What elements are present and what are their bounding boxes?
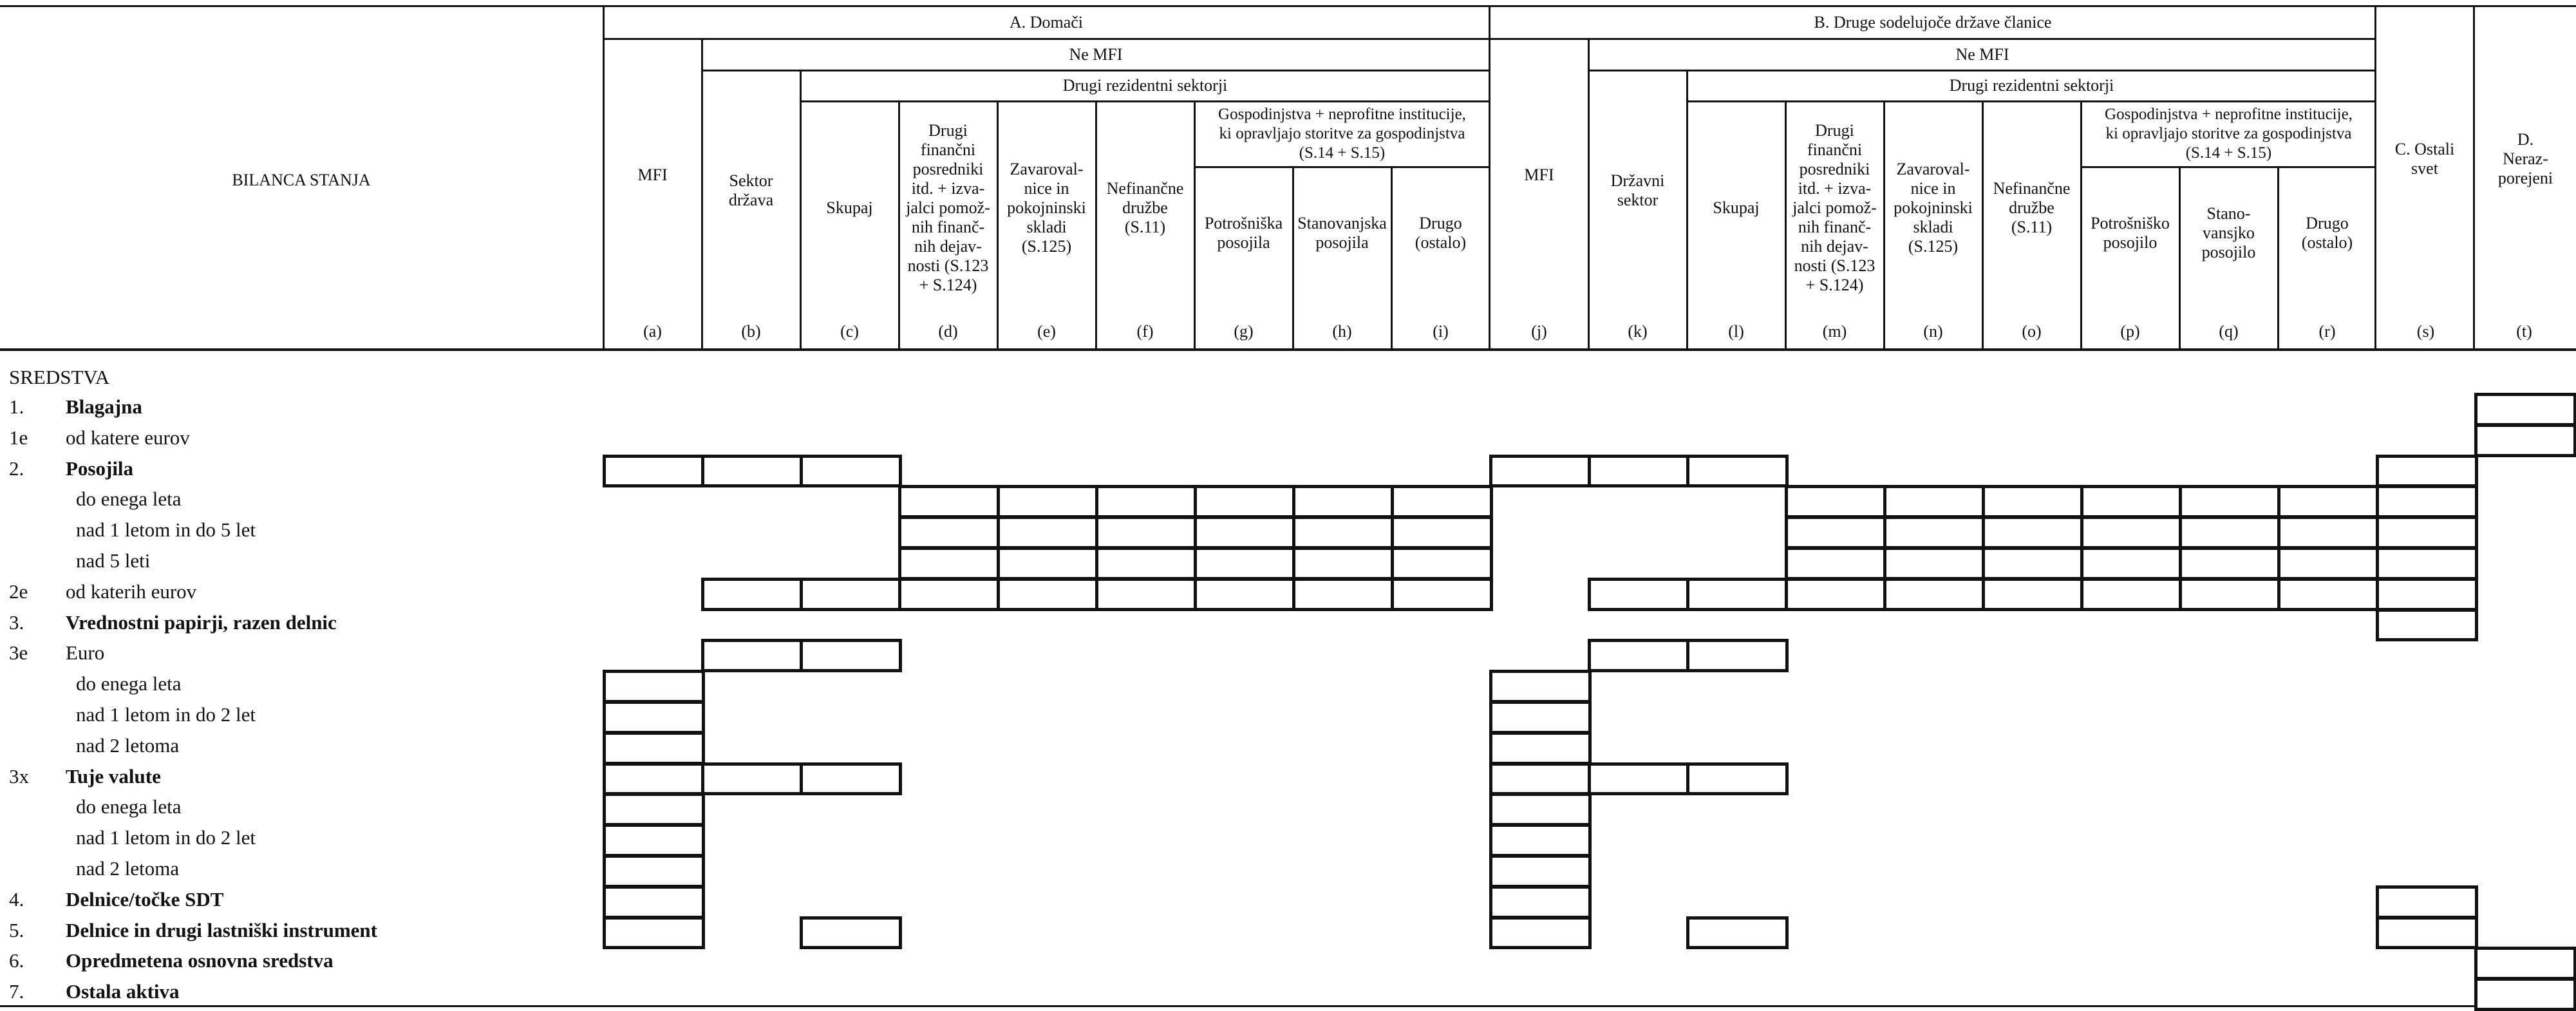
column-letter: (b) bbox=[741, 322, 761, 341]
row-number: 4. bbox=[9, 887, 24, 911]
entry-box[interactable] bbox=[1489, 916, 1592, 950]
entry-box[interactable] bbox=[997, 547, 1099, 580]
row-label: Blagajna bbox=[66, 395, 142, 418]
entry-box[interactable] bbox=[2179, 485, 2281, 518]
entry-box[interactable] bbox=[1292, 516, 1395, 549]
column-letter: (l) bbox=[1728, 322, 1744, 341]
entry-box[interactable] bbox=[898, 485, 1001, 518]
entry-box[interactable] bbox=[603, 885, 705, 919]
entry-box[interactable] bbox=[2277, 516, 2380, 549]
entry-box[interactable] bbox=[701, 578, 804, 611]
entry-box[interactable] bbox=[1391, 485, 1493, 518]
entry-box[interactable] bbox=[1982, 485, 2084, 518]
row-label: od katerih eurov bbox=[66, 580, 197, 603]
row-label: nad 1 letom in do 5 let bbox=[76, 518, 256, 542]
entry-box[interactable] bbox=[898, 547, 1001, 580]
row-label: Opredmetena osnovna sredstva bbox=[66, 949, 334, 972]
entry-box[interactable] bbox=[2277, 578, 2380, 611]
entry-box[interactable] bbox=[1489, 824, 1592, 857]
column-letter: (e) bbox=[1037, 322, 1056, 341]
entry-box[interactable] bbox=[2277, 485, 2380, 518]
rule-line bbox=[2081, 166, 2376, 168]
row-label: nad 2 letoma bbox=[76, 733, 180, 757]
rule-line bbox=[0, 5, 2576, 7]
entry-box[interactable] bbox=[603, 793, 705, 826]
entry-box[interactable] bbox=[1982, 547, 2084, 580]
group-b-col-o: Nefinančne družbe (S.11) bbox=[1993, 179, 2071, 236]
entry-box[interactable] bbox=[1588, 578, 1690, 611]
entry-box[interactable] bbox=[1095, 547, 1198, 580]
entry-box[interactable] bbox=[2179, 547, 2281, 580]
entry-box[interactable] bbox=[2277, 547, 2380, 580]
entry-box[interactable] bbox=[2474, 393, 2576, 426]
group-b-drugi-rezidentni: Drugi rezidentni sektorji bbox=[1949, 76, 2114, 95]
row-label: nad 1 letom in do 2 let bbox=[76, 826, 256, 849]
col-c-ostali-svet: C. Ostali svet bbox=[2394, 140, 2455, 178]
row-number: 7. bbox=[9, 980, 24, 1003]
entry-box[interactable] bbox=[1883, 516, 1986, 549]
section-title: SREDSTVA bbox=[9, 366, 110, 388]
rule-line bbox=[0, 348, 2576, 351]
row-number: 3. bbox=[9, 610, 24, 634]
row-number: 2. bbox=[9, 457, 24, 480]
entry-box[interactable] bbox=[997, 485, 1099, 518]
entry-box[interactable] bbox=[603, 455, 705, 488]
entry-box[interactable] bbox=[603, 916, 705, 950]
entry-box[interactable] bbox=[997, 578, 1099, 611]
entry-box[interactable] bbox=[1489, 732, 1592, 765]
group-a-col-a: MFI bbox=[637, 165, 668, 184]
group-b-title: B. Druge sodelujoče države članice bbox=[1814, 13, 2052, 32]
entry-box[interactable] bbox=[1686, 639, 1789, 672]
group-a-col-i: Drugo (ostalo) bbox=[1415, 214, 1467, 252]
entry-box[interactable] bbox=[1489, 701, 1592, 734]
column-letter: (k) bbox=[1628, 322, 1648, 341]
entry-box[interactable] bbox=[2376, 547, 2478, 580]
row-label: do enega leta bbox=[76, 672, 182, 695]
entry-box[interactable] bbox=[603, 824, 705, 857]
row-number: 3e bbox=[9, 641, 28, 665]
entry-box[interactable] bbox=[2080, 547, 2183, 580]
entry-box[interactable] bbox=[2376, 885, 2478, 919]
entry-box[interactable] bbox=[800, 916, 902, 950]
row-label: od katere eurov bbox=[66, 426, 190, 449]
entry-box[interactable] bbox=[1095, 485, 1198, 518]
row-number: 1. bbox=[9, 395, 24, 418]
group-a-col-e: Zavaroval- nice in pokojninski skladi (S.125) bbox=[1007, 160, 1086, 256]
col-d-nerazporejeni: D. Neraz- porejeni bbox=[2497, 130, 2553, 187]
group-a-ne-mfi: Ne MFI bbox=[1069, 45, 1123, 64]
entry-box[interactable] bbox=[898, 516, 1001, 549]
entry-box[interactable] bbox=[1686, 762, 1789, 796]
entry-box[interactable] bbox=[1588, 455, 1690, 488]
group-b-col-l: Skupaj bbox=[1713, 198, 1760, 217]
row-number: 1e bbox=[9, 426, 28, 449]
group-b-ne-mfi: Ne MFI bbox=[1955, 45, 2009, 64]
group-a-title: A. Domači bbox=[1009, 13, 1084, 32]
entry-box[interactable] bbox=[1391, 547, 1493, 580]
group-a-drugi-rezidentni: Drugi rezidentni sektorji bbox=[1062, 76, 1228, 95]
entry-box[interactable] bbox=[1489, 670, 1592, 703]
entry-box[interactable] bbox=[603, 701, 705, 734]
entry-box[interactable] bbox=[1686, 455, 1789, 488]
row-label: nad 1 letom in do 2 let bbox=[76, 703, 256, 726]
row-number: 5. bbox=[9, 918, 24, 941]
row-label: do enega leta bbox=[76, 795, 182, 818]
entry-box[interactable] bbox=[2376, 916, 2478, 950]
entry-box[interactable] bbox=[2179, 516, 2281, 549]
group-a-col-d: Drugi finančni posredniki itd. + izva- jalci pomož- nih finanč- nih dejav- nosti (S.123 + S.124) bbox=[906, 121, 990, 294]
column-letter: (j) bbox=[1531, 322, 1547, 341]
entry-box[interactable] bbox=[1194, 547, 1296, 580]
column-letter: (p) bbox=[2120, 322, 2140, 341]
entry-box[interactable] bbox=[603, 855, 705, 888]
group-b-col-p: Potrošniško posojilo bbox=[2091, 214, 2170, 252]
entry-box[interactable] bbox=[1686, 916, 1789, 950]
entry-box[interactable] bbox=[1686, 578, 1789, 611]
entry-box[interactable] bbox=[2376, 609, 2478, 642]
entry-box[interactable] bbox=[1391, 578, 1493, 611]
row-label: Delnice in drugi lastniški instrument bbox=[66, 918, 377, 941]
entry-box[interactable] bbox=[1489, 885, 1592, 919]
entry-box[interactable] bbox=[2376, 516, 2478, 549]
row-label: nad 5 leti bbox=[76, 549, 151, 572]
entry-box[interactable] bbox=[1194, 578, 1296, 611]
entry-box[interactable] bbox=[1785, 516, 1887, 549]
entry-box[interactable] bbox=[2080, 516, 2183, 549]
entry-box[interactable] bbox=[800, 455, 902, 488]
group-b-col-q: Stano- vansjko posojilo bbox=[2201, 204, 2256, 261]
group-b-col-j: MFI bbox=[1524, 165, 1554, 184]
rule-line bbox=[0, 1005, 2576, 1007]
entry-box[interactable] bbox=[1785, 578, 1887, 611]
entry-box[interactable] bbox=[1489, 762, 1592, 796]
entry-box[interactable] bbox=[2474, 978, 2576, 1011]
entry-box[interactable] bbox=[800, 578, 902, 611]
entry-box[interactable] bbox=[2080, 578, 2183, 611]
entry-box[interactable] bbox=[898, 578, 1001, 611]
group-b-gospodinjstva: Gospodinjstva + neprofitne institucije, ki opravljajo storitve za gospodinjstva (S.14 + S.15) bbox=[2105, 106, 2353, 162]
entry-box[interactable] bbox=[2179, 578, 2281, 611]
entry-box[interactable] bbox=[1785, 547, 1887, 580]
entry-box[interactable] bbox=[1194, 516, 1296, 549]
entry-box[interactable] bbox=[1785, 485, 1887, 518]
entry-box[interactable] bbox=[2376, 485, 2478, 518]
group-b-col-k: Državni sektor bbox=[1610, 171, 1665, 209]
entry-box[interactable] bbox=[2080, 485, 2183, 518]
entry-box[interactable] bbox=[1292, 485, 1395, 518]
entry-box[interactable] bbox=[1982, 516, 2084, 549]
row-label: Euro bbox=[66, 641, 105, 665]
entry-box[interactable] bbox=[800, 639, 902, 672]
entry-box[interactable] bbox=[1489, 793, 1592, 826]
group-b-col-n: Zavaroval- nice in pokojninski skladi (S.125) bbox=[1894, 160, 1973, 256]
entry-box[interactable] bbox=[2376, 578, 2478, 611]
group-a-col-b: Sektor država bbox=[728, 171, 774, 209]
entry-box[interactable] bbox=[1489, 455, 1592, 488]
entry-box[interactable] bbox=[1883, 578, 1986, 611]
entry-box[interactable] bbox=[1194, 485, 1296, 518]
column-letter: (i) bbox=[1433, 322, 1449, 341]
column-letter: (f) bbox=[1136, 322, 1154, 341]
entry-box[interactable] bbox=[1883, 485, 1986, 518]
entry-box[interactable] bbox=[1588, 762, 1690, 796]
entry-box[interactable] bbox=[1095, 578, 1198, 611]
entry-box[interactable] bbox=[1292, 547, 1395, 580]
column-letter: (o) bbox=[2022, 322, 2042, 341]
entry-box[interactable] bbox=[2474, 947, 2576, 980]
entry-box[interactable] bbox=[1292, 578, 1395, 611]
rule-line bbox=[1194, 166, 1490, 168]
entry-box[interactable] bbox=[701, 639, 804, 672]
group-b-col-r: Drugo (ostalo) bbox=[2301, 214, 2353, 252]
entry-box[interactable] bbox=[701, 455, 804, 488]
row-label: Vrednostni papirji, razen delnic bbox=[66, 610, 337, 634]
row-label: do enega leta bbox=[76, 487, 182, 511]
entry-box[interactable] bbox=[1982, 578, 2084, 611]
entry-box[interactable] bbox=[1588, 639, 1690, 672]
group-b-col-m: Drugi finančni posredniki itd. + izva- jalci pomož- nih finanč- nih dejav- nosti (S.123 + S.124) bbox=[1792, 121, 1877, 294]
row-number: 2e bbox=[9, 580, 28, 603]
entry-box[interactable] bbox=[800, 762, 902, 796]
row-label: Tuje valute bbox=[66, 764, 161, 788]
entry-box[interactable] bbox=[2474, 424, 2576, 457]
row-label: Ostala aktiva bbox=[66, 980, 180, 1003]
group-a-col-h: Stanovanjska posojila bbox=[1297, 214, 1387, 252]
entry-box[interactable] bbox=[603, 732, 705, 765]
column-letter: (m) bbox=[1822, 322, 1847, 341]
entry-box[interactable] bbox=[2376, 455, 2478, 488]
column-letter: (d) bbox=[938, 322, 958, 341]
entry-box[interactable] bbox=[1095, 516, 1198, 549]
entry-box[interactable] bbox=[1489, 855, 1592, 888]
entry-box[interactable] bbox=[1391, 516, 1493, 549]
column-letter: (a) bbox=[643, 322, 662, 341]
row-label: nad 2 letoma bbox=[76, 857, 180, 880]
group-a-col-c: Skupaj bbox=[826, 198, 873, 217]
row-number: 3x bbox=[9, 764, 29, 788]
column-letter: (g) bbox=[1234, 322, 1254, 341]
row-number: 6. bbox=[9, 949, 24, 972]
entry-box[interactable] bbox=[603, 670, 705, 703]
column-letter: (n) bbox=[1923, 322, 1943, 341]
group-a-gospodinjstva: Gospodinjstva + neprofitne institucije, ki opravljajo storitve za gospodinjstva (S.14 + S.15) bbox=[1218, 106, 1466, 162]
column-letter: (r) bbox=[2318, 322, 2336, 341]
group-a-col-f: Nefinančne družbe (S.11) bbox=[1106, 179, 1184, 236]
row-label: Delnice/točke SDT bbox=[66, 887, 224, 911]
row-label: Posojila bbox=[66, 457, 134, 480]
entry-box[interactable] bbox=[1883, 547, 1986, 580]
balance-sheet-label: BILANCA STANJA bbox=[232, 171, 371, 189]
column-letter: (c) bbox=[840, 322, 859, 341]
column-letter: (h) bbox=[1332, 322, 1352, 341]
entry-box[interactable] bbox=[603, 762, 705, 796]
column-letter: (q) bbox=[2219, 322, 2239, 341]
column-letter: (s) bbox=[2416, 322, 2435, 341]
entry-box[interactable] bbox=[997, 516, 1099, 549]
entry-box[interactable] bbox=[701, 762, 804, 796]
column-letter: (t) bbox=[2516, 322, 2532, 341]
group-a-col-g: Potrošniška posojila bbox=[1204, 214, 1283, 252]
